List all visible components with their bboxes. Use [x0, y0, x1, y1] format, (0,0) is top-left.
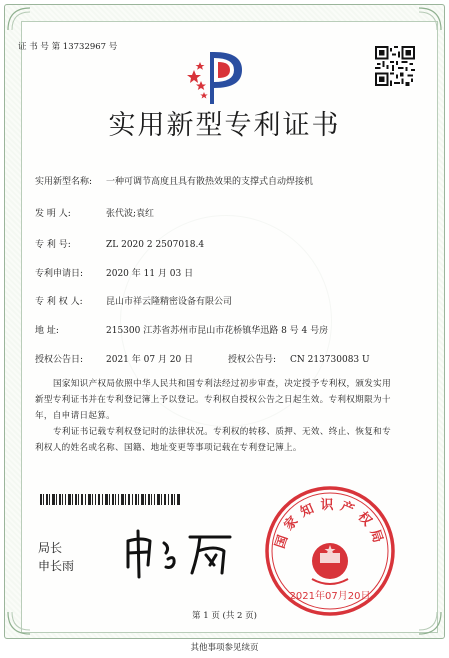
- page-indicator: 第 1 页 (共 2 页): [192, 611, 257, 621]
- paragraph-line: 年，自申请日起算。: [35, 411, 116, 421]
- address-label: 地 址:: [35, 326, 59, 336]
- patent-number-value: ZL 2020 2 2507018.4: [106, 240, 205, 250]
- barcode-icon: [40, 494, 180, 505]
- qr-code-icon: [375, 46, 415, 86]
- corner-ornament-icon: [417, 6, 443, 32]
- legal-status-paragraph: [35, 424, 420, 456]
- grant-date-value: 2021 年 07 月 20 日: [106, 355, 194, 365]
- inventor-label: 发 明 人:: [35, 209, 71, 219]
- inventor-value: 张代波;袁红: [106, 209, 155, 219]
- continuation-note: 其他事项参见续页: [190, 643, 259, 653]
- official-seal-icon: [262, 483, 398, 619]
- grant-date-label: 授权公告日:: [35, 355, 84, 365]
- utility-model-name-label: 实用新型名称:: [35, 177, 93, 187]
- filing-date-value: 2020 年 11 月 03 日: [106, 269, 194, 279]
- paragraph-line: 新型专利证书并在专利登记簿上予以登记。专利权自授权公告之日起生效。专利权期限为十: [35, 395, 391, 405]
- corner-ornament-icon: [6, 6, 32, 32]
- filing-date-label: 专利申请日:: [35, 269, 84, 279]
- patentee-label: 专 利 权 人:: [35, 297, 83, 307]
- paragraph-line: 专利证书记载专利权登记时的法律状况。专利权的转移、质押、无效、终止、恢复和专: [53, 427, 391, 437]
- director-name: 申长雨: [38, 559, 75, 573]
- director-title: 局长: [38, 541, 63, 555]
- address-value: 215300 江苏省苏州市昆山市花桥镇华迅路 8 号 4 号房: [106, 326, 329, 336]
- handwritten-signature: [120, 525, 240, 580]
- paragraph-line: 利权人的姓名或名称、国籍、地址变更等事项记载在专利登记簿上。: [35, 443, 302, 453]
- grant-statement-paragraph: [35, 376, 420, 424]
- cnipa-logo-icon: [184, 48, 254, 108]
- grant-number-label: 授权公告号:: [228, 355, 277, 365]
- patentee-value: 昆山市祥云隆精密设备有限公司: [106, 297, 233, 307]
- utility-model-name-value: 一种可调节高度且具有散热效果的支撑式自动焊接机: [106, 177, 314, 187]
- seal-text: 国家知识产权局: [272, 498, 388, 551]
- certificate-number: 证 书 号 第 13732967 号: [18, 42, 118, 52]
- grant-number-value: CN 213730083 U: [290, 355, 370, 365]
- patent-number-label: 专 利 号:: [35, 240, 71, 250]
- certificate-title: 实用新型专利证书: [108, 110, 341, 141]
- seal-date: 2021年07月20日: [289, 591, 371, 602]
- paragraph-line: 国家知识产权局依照中华人民共和国专利法经过初步审查，决定授予专利权，颁发实用: [53, 379, 391, 389]
